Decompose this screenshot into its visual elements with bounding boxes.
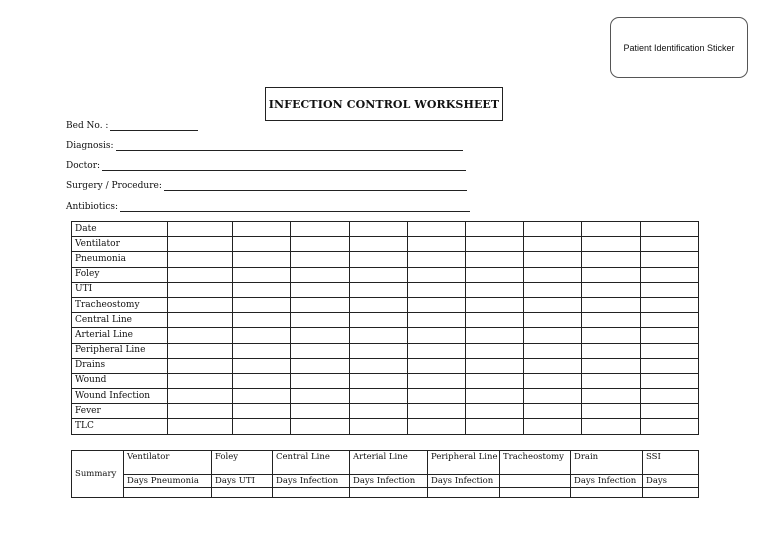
grid-entry-cell[interactable]	[350, 222, 408, 237]
bed-no-label: Bed No. :	[66, 121, 109, 131]
grid-entry-cell[interactable]	[641, 297, 699, 312]
surgery-label: Surgery / Procedure:	[66, 181, 162, 191]
grid-entry-cell[interactable]	[408, 313, 466, 328]
diagnosis-line[interactable]	[116, 141, 463, 151]
grid-entry-cell[interactable]	[466, 358, 524, 373]
grid-entry-cell[interactable]	[466, 328, 524, 343]
grid-entry-cell[interactable]	[350, 252, 408, 267]
grid-entry-cell[interactable]	[408, 328, 466, 343]
grid-entry-cell[interactable]	[350, 343, 408, 358]
grid-entry-cell[interactable]	[466, 419, 524, 434]
grid-entry-cell[interactable]	[233, 282, 291, 297]
surgery-line[interactable]	[164, 181, 467, 191]
grid-row-label: UTI	[72, 282, 168, 297]
summary-entry-cell[interactable]	[212, 488, 273, 498]
grid-entry-cell[interactable]	[408, 222, 466, 237]
grid-entry-cell[interactable]	[641, 267, 699, 282]
summary-entry-cell[interactable]	[571, 488, 643, 498]
grid-entry-cell[interactable]	[466, 389, 524, 404]
grid-row-label: Drains	[72, 358, 168, 373]
grid-entry-cell[interactable]	[582, 313, 641, 328]
doctor-field	[66, 161, 466, 171]
grid-entry-cell[interactable]	[524, 222, 582, 237]
grid-row	[72, 419, 699, 434]
worksheet-title-text: INFECTION CONTROL WORKSHEET	[268, 97, 500, 111]
grid-row-label: Pneumonia	[72, 252, 168, 267]
grid-entry-cell[interactable]	[582, 404, 641, 419]
doctor-label: Doctor:	[66, 161, 101, 171]
grid-entry-cell[interactable]	[291, 373, 350, 388]
grid-entry-cell[interactable]	[466, 404, 524, 419]
grid-row-label: Wound Infection	[72, 389, 168, 404]
summary-entry-cell[interactable]	[350, 488, 428, 498]
grid-entry-cell[interactable]	[524, 358, 582, 373]
grid-row-label: Date	[72, 222, 168, 237]
grid-entry-cell[interactable]	[641, 373, 699, 388]
summary-row-2	[72, 475, 699, 488]
grid-entry-cell[interactable]	[233, 404, 291, 419]
grid-entry-cell[interactable]	[168, 297, 233, 312]
grid-entry-cell[interactable]	[168, 358, 233, 373]
grid-entry-cell[interactable]	[466, 343, 524, 358]
grid-entry-cell[interactable]	[466, 373, 524, 388]
grid-entry-cell[interactable]	[350, 328, 408, 343]
grid-entry-cell[interactable]	[233, 389, 291, 404]
grid-row	[72, 237, 699, 252]
grid-entry-cell[interactable]	[291, 297, 350, 312]
grid-entry-cell[interactable]	[524, 389, 582, 404]
grid-entry-cell[interactable]	[291, 419, 350, 434]
grid-entry-cell[interactable]	[168, 252, 233, 267]
grid-entry-cell[interactable]	[168, 404, 233, 419]
grid-entry-cell[interactable]	[641, 237, 699, 252]
grid-entry-cell[interactable]	[524, 373, 582, 388]
grid-row-label: Fever	[72, 404, 168, 419]
diagnosis-label: Diagnosis:	[66, 141, 114, 151]
grid-entry-cell[interactable]	[582, 328, 641, 343]
grid-entry-cell[interactable]	[350, 419, 408, 434]
grid-entry-cell[interactable]	[582, 343, 641, 358]
grid-entry-cell[interactable]	[641, 358, 699, 373]
grid-entry-cell[interactable]	[408, 373, 466, 388]
antibiotics-field	[66, 202, 470, 212]
summary-header-cell: Central Line	[273, 451, 350, 475]
grid-row-label: Peripheral Line	[72, 343, 168, 358]
summary-header-cell: SSI	[643, 451, 699, 475]
grid-entry-cell[interactable]	[233, 328, 291, 343]
grid-entry-cell[interactable]	[524, 252, 582, 267]
grid-entry-cell[interactable]	[233, 222, 291, 237]
doctor-line[interactable]	[102, 161, 466, 171]
grid-entry-cell[interactable]	[168, 282, 233, 297]
grid-entry-cell[interactable]	[582, 358, 641, 373]
grid-entry-cell[interactable]	[524, 267, 582, 282]
summary-entry-cell[interactable]	[124, 488, 212, 498]
grid-entry-cell[interactable]	[641, 252, 699, 267]
grid-entry-cell[interactable]	[233, 343, 291, 358]
grid-entry-cell[interactable]	[466, 222, 524, 237]
grid-entry-cell[interactable]	[582, 267, 641, 282]
grid-entry-cell[interactable]	[524, 313, 582, 328]
grid-entry-cell[interactable]	[524, 343, 582, 358]
grid-row-label: Ventilator	[72, 237, 168, 252]
grid-row	[72, 297, 699, 312]
grid-entry-cell[interactable]	[641, 222, 699, 237]
grid-entry-cell[interactable]	[641, 313, 699, 328]
grid-entry-cell[interactable]	[291, 328, 350, 343]
grid-row	[72, 328, 699, 343]
grid-row-label: Central Line	[72, 313, 168, 328]
grid-entry-cell[interactable]	[291, 252, 350, 267]
grid-entry-cell[interactable]	[408, 237, 466, 252]
grid-entry-cell[interactable]	[641, 404, 699, 419]
grid-entry-cell[interactable]	[466, 252, 524, 267]
summary-header-cell: Arterial Line	[350, 451, 428, 475]
grid-entry-cell[interactable]	[408, 297, 466, 312]
grid-entry-cell[interactable]	[168, 313, 233, 328]
grid-entry-cell[interactable]	[168, 222, 233, 237]
summary-days-cell: Days UTI	[212, 475, 273, 488]
grid-row-label: Wound	[72, 373, 168, 388]
grid-entry-cell[interactable]	[350, 358, 408, 373]
surgery-field	[66, 181, 467, 191]
summary-row-3	[72, 488, 699, 498]
grid-row-label: Tracheostomy	[72, 297, 168, 312]
patient-sticker-box	[610, 17, 748, 78]
grid-entry-cell[interactable]	[291, 267, 350, 282]
grid-entry-cell[interactable]	[582, 373, 641, 388]
grid-entry-cell[interactable]	[466, 282, 524, 297]
grid-entry-cell[interactable]	[233, 237, 291, 252]
grid-row	[72, 267, 699, 282]
grid-entry-cell[interactable]	[466, 313, 524, 328]
grid-row	[72, 282, 699, 297]
grid-row	[72, 313, 699, 328]
grid-entry-cell[interactable]	[524, 404, 582, 419]
grid-entry-cell[interactable]	[524, 282, 582, 297]
summary-header-cell: Foley	[212, 451, 273, 475]
grid-entry-cell[interactable]	[233, 358, 291, 373]
summary-days-cell: Days	[643, 475, 699, 488]
grid-entry-cell[interactable]	[524, 297, 582, 312]
grid-entry-cell[interactable]	[466, 297, 524, 312]
grid-entry-cell[interactable]	[233, 252, 291, 267]
grid-entry-cell[interactable]	[350, 237, 408, 252]
summary-table	[71, 450, 699, 498]
grid-entry-cell[interactable]	[233, 297, 291, 312]
grid-entry-cell[interactable]	[291, 389, 350, 404]
grid-entry-cell[interactable]	[291, 313, 350, 328]
grid-entry-cell[interactable]	[168, 328, 233, 343]
grid-entry-cell[interactable]	[233, 419, 291, 434]
grid-entry-cell[interactable]	[582, 419, 641, 434]
grid-entry-cell[interactable]	[168, 389, 233, 404]
grid-entry-cell[interactable]	[408, 343, 466, 358]
grid-row	[72, 358, 699, 373]
grid-entry-cell[interactable]	[291, 404, 350, 419]
summary-entry-cell[interactable]	[428, 488, 500, 498]
grid-entry-cell[interactable]	[408, 419, 466, 434]
grid-entry-cell[interactable]	[350, 313, 408, 328]
grid-entry-cell[interactable]	[524, 237, 582, 252]
grid-entry-cell[interactable]	[582, 222, 641, 237]
grid-row	[72, 252, 699, 267]
grid-entry-cell[interactable]	[168, 343, 233, 358]
diagnosis-field	[66, 141, 463, 151]
summary-days-cell: Days Pneumonia	[124, 475, 212, 488]
grid-entry-cell[interactable]	[408, 267, 466, 282]
infection-grid	[71, 221, 699, 435]
grid-entry-cell[interactable]	[408, 252, 466, 267]
grid-entry-cell[interactable]	[350, 389, 408, 404]
grid-row	[72, 389, 699, 404]
grid-entry-cell[interactable]	[582, 237, 641, 252]
grid-row	[72, 222, 699, 237]
grid-entry-cell[interactable]	[233, 373, 291, 388]
grid-entry-cell[interactable]	[350, 282, 408, 297]
grid-entry-cell[interactable]	[524, 419, 582, 434]
patient-sticker-label: Patient Identification Sticker	[623, 42, 735, 53]
summary-entry-cell[interactable]	[643, 488, 699, 498]
grid-entry-cell[interactable]	[350, 373, 408, 388]
grid-entry-cell[interactable]	[641, 419, 699, 434]
grid-entry-cell[interactable]	[582, 282, 641, 297]
grid-entry-cell[interactable]	[641, 328, 699, 343]
summary-label: Summary	[72, 451, 124, 498]
bed-no-line[interactable]	[110, 121, 198, 131]
grid-entry-cell[interactable]	[466, 237, 524, 252]
summary-days-cell: Days Infection	[350, 475, 428, 488]
worksheet-title	[265, 87, 503, 121]
summary-days-cell	[500, 475, 571, 488]
grid-row-label: Arterial Line	[72, 328, 168, 343]
grid-entry-cell[interactable]	[582, 297, 641, 312]
summary-header-cell: Drain	[571, 451, 643, 475]
grid-entry-cell[interactable]	[524, 328, 582, 343]
grid-entry-cell[interactable]	[168, 267, 233, 282]
grid-entry-cell[interactable]	[291, 222, 350, 237]
grid-entry-cell[interactable]	[582, 252, 641, 267]
grid-entry-cell[interactable]	[291, 358, 350, 373]
grid-entry-cell[interactable]	[408, 282, 466, 297]
grid-entry-cell[interactable]	[408, 404, 466, 419]
grid-entry-cell[interactable]	[168, 419, 233, 434]
summary-days-cell: Days Infection	[571, 475, 643, 488]
grid-entry-cell[interactable]	[408, 358, 466, 373]
grid-entry-cell[interactable]	[641, 343, 699, 358]
summary-days-cell: Days Infection	[428, 475, 500, 488]
grid-row	[72, 373, 699, 388]
antibiotics-label: Antibiotics:	[66, 202, 119, 212]
grid-entry-cell[interactable]	[641, 282, 699, 297]
grid-entry-cell[interactable]	[408, 389, 466, 404]
summary-days-cell: Days Infection	[273, 475, 350, 488]
bed-no-field	[66, 121, 198, 131]
grid-entry-cell[interactable]	[291, 343, 350, 358]
grid-row-label: TLC	[72, 419, 168, 434]
summary-row-1	[72, 451, 699, 475]
grid-entry-cell[interactable]	[641, 389, 699, 404]
grid-entry-cell[interactable]	[233, 313, 291, 328]
grid-entry-cell[interactable]	[350, 404, 408, 419]
grid-entry-cell[interactable]	[233, 267, 291, 282]
summary-header-cell: Tracheostomy	[500, 451, 571, 475]
summary-entry-cell[interactable]	[273, 488, 350, 498]
antibiotics-line[interactable]	[120, 202, 470, 212]
grid-entry-cell[interactable]	[350, 267, 408, 282]
grid-entry-cell[interactable]	[582, 389, 641, 404]
grid-row-label: Foley	[72, 267, 168, 282]
grid-entry-cell[interactable]	[291, 237, 350, 252]
summary-header-cell: Peripheral Line	[428, 451, 500, 475]
grid-row	[72, 404, 699, 419]
grid-entry-cell[interactable]	[291, 282, 350, 297]
summary-header-cell: Ventilator	[124, 451, 212, 475]
summary-entry-cell[interactable]	[500, 488, 571, 498]
grid-entry-cell[interactable]	[466, 267, 524, 282]
grid-entry-cell[interactable]	[168, 237, 233, 252]
grid-row	[72, 343, 699, 358]
grid-entry-cell[interactable]	[168, 373, 233, 388]
grid-entry-cell[interactable]	[350, 297, 408, 312]
